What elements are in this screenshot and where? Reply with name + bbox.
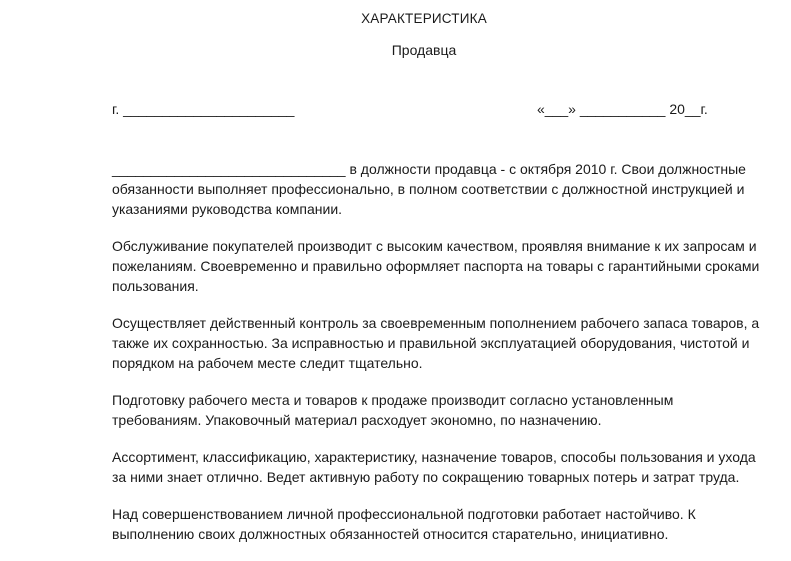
date-line: «___» ___________ 20__г. [537,101,708,117]
paragraph-position: ______________________________ в должности продавца - с октября 2010 г. Свои должностные обязанности выполняет профессионально, в полном соответствии с должностной инструкцией и указаниями руководства компании. [112,161,746,217]
document-body [112,159,772,561]
city-line: г. ______________________ [112,101,295,117]
paragraph-service: Обслуживание покупателей производит с высоким качеством, проявляя внимание к их запросам и пожеланиям. Своевременно и правильно оформляет паспорта на товары с гарантийными сроками пользования. [112,238,760,294]
paragraph-development: Над совершенствованием личной профессиональной подготовки работает настойчиво. К выполнению своих должностных обязанностей относится старательно, инициативно. [112,506,696,542]
document-subtitle: Продавца [391,42,457,58]
paragraph-control: Осуществляет действенный контроль за своевременным пополнением рабочего запаса товаров, а также их сохранностью. За исправностью и правильной эксплуатацией оборудования, чистотой и порядком на рабочем месте следит тщательно. [112,315,760,371]
paragraph-assortment: Ассортимент, классификацию, характеристику, назначение товаров, способы пользования и ухода за ними знает отлично. Ведет активную работу по сокращению товарных потерь и затрат труда. [112,449,756,485]
paragraph-preparation: Подготовку рабочего места и товаров к продаже производит согласно установленным требованиям. Упаковочный материал расходует экономно, по назначению. [112,392,674,428]
document-title: ХАРАКТЕРИСТИКА [361,11,487,26]
